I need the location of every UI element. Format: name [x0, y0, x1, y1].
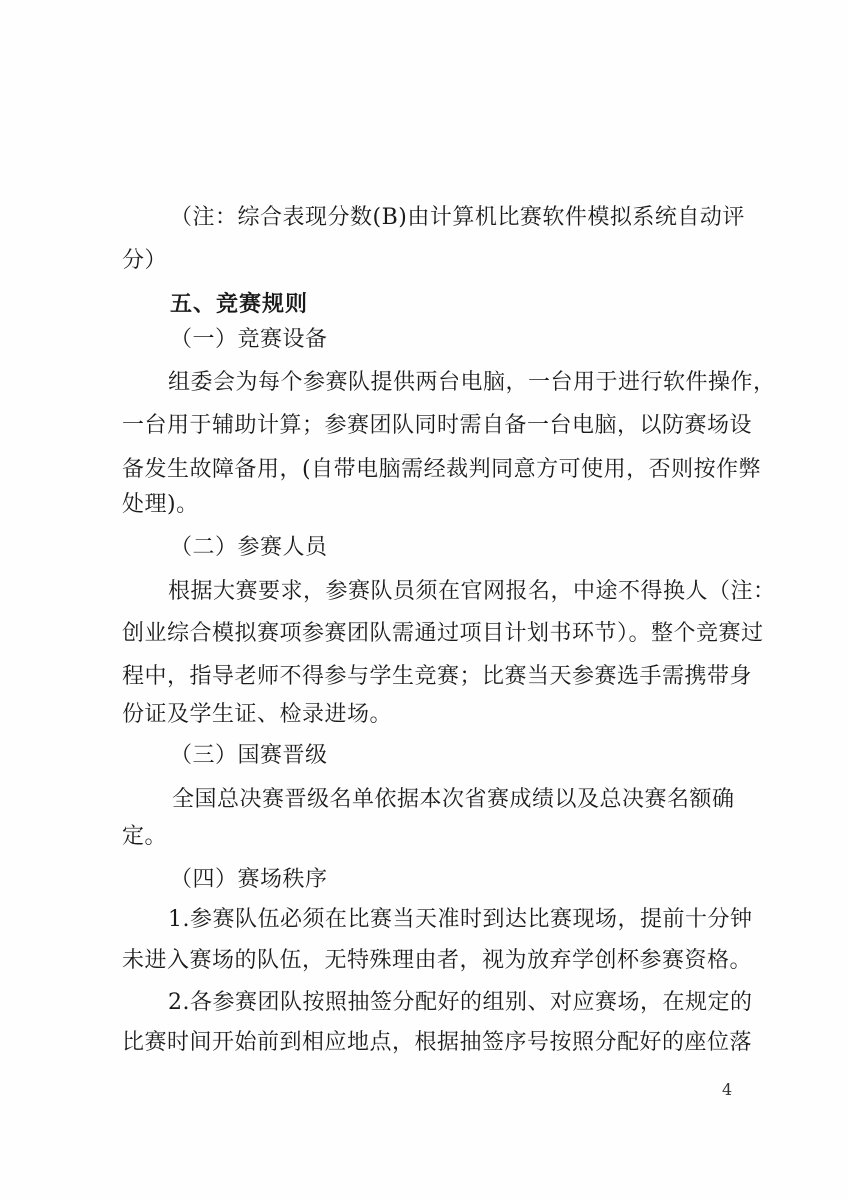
- subsection-heading: （三）国赛晋级: [170, 743, 328, 768]
- paragraph-line: 1.参赛队伍必须在比赛当天准时到达比赛现场，提前十分钟: [168, 907, 753, 932]
- section-heading: 五、竞赛规则: [170, 292, 309, 317]
- paragraph-line: 定。: [122, 824, 168, 849]
- paragraph-line: 备发生故障备用，(自带电脑需经裁判同意方可使用，否则按作弊: [122, 457, 762, 482]
- paragraph-line: 创业综合模拟赛项参赛团队需通过项目计划书环节）。整个竞赛过: [122, 621, 764, 646]
- paragraph-line: 未进入赛场的队伍，无特殊理由者，视为放弃学创杯参赛资格。: [122, 948, 753, 973]
- subsection-heading: （一）竞赛设备: [170, 327, 328, 352]
- paragraph-line: 比赛时间开始前到相应地点，根据抽签序号按照分配好的座位落: [122, 1030, 753, 1055]
- note-line: 分）: [122, 248, 168, 273]
- subsection-heading: （四）赛场秩序: [170, 867, 328, 892]
- paragraph-line: 根据大赛要求，参赛队员须在官网报名，中途不得换人（注：: [168, 579, 776, 604]
- paragraph-line: 全国总决赛晋级名单依据本次省赛成绩以及总决赛名额确: [172, 787, 735, 812]
- paragraph-line: 程中，指导老师不得参与学生竞赛；比赛当天参赛选手需携带身: [122, 664, 753, 689]
- note-line: （注：综合表现分数(B)由计算机比赛软件模拟系统自动评: [170, 205, 745, 230]
- paragraph-line: 份证及学生证、检录进场。: [122, 702, 393, 727]
- paragraph-line: 一台用于辅助计算；参赛团队同时需自备一台电脑，以防赛场设: [122, 413, 753, 438]
- paragraph-line: 2.各参赛团队按照抽签分配好的组别、对应赛场，在规定的: [168, 990, 753, 1015]
- page-number: 4: [722, 1080, 733, 1099]
- paragraph-line: 组委会为每个参赛队提供两台电脑，一台用于进行软件操作，: [168, 370, 776, 395]
- paragraph-line: 处理)。: [122, 492, 199, 517]
- subsection-heading: （二）参赛人员: [170, 535, 328, 560]
